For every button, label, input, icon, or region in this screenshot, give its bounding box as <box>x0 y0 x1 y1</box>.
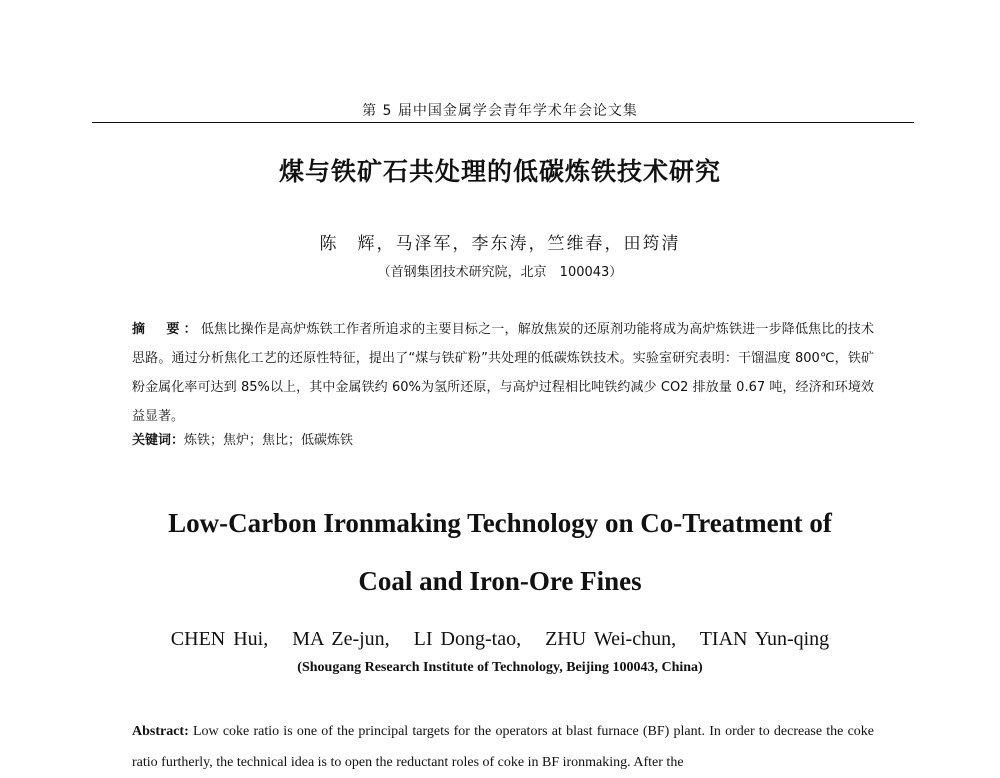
english-abstract-text: Low coke ratio is one of the principal targets for the operators at blast furnace (BF) plant. In order to decrease the coke ratio furtherly, the technical idea is to open the reductant roles of coke in BF ironmaking. After the <box>132 724 875 770</box>
english-abstract-label: Abstract: <box>132 724 189 739</box>
chinese-abstract-label: 摘 要： <box>132 322 201 337</box>
chinese-abstract <box>132 315 874 431</box>
english-title-line-1: Low-Carbon Ironmaking Technology on Co-Treatment of <box>168 508 832 538</box>
header-rule <box>92 122 914 123</box>
english-title-line-2: Coal and Iron-Ore Fines <box>358 566 642 596</box>
english-authors: CHEN Hui, MA Ze-jun, LI Dong-tao, ZHU Wei-chun, TIAN Yun-qing <box>170 628 830 650</box>
chinese-keywords <box>132 431 874 451</box>
chinese-authors: 陈 辉，马泽军，李东涛，竺维春，田筠清 <box>319 234 681 254</box>
chinese-keywords-text: 炼铁；焦炉；焦比；低碳炼铁 <box>184 433 354 448</box>
chinese-title: 煤与铁矿石共处理的低碳炼铁技术研究 <box>278 157 721 186</box>
chinese-affiliation: （首钢集团技术研究院，北京 100043） <box>377 265 623 280</box>
chinese-keywords-label: 关键词： <box>132 433 185 448</box>
chinese-abstract-text: 低焦比操作是高炉炼铁工作者所追求的主要目标之一，解放焦炭的还原剂功能将成为高炉炼铁进一步降低焦比的技术思路。通过分析焦化工艺的还原性特征，提出了“煤与铁矿粉”共处理的低碳炼铁技术。实验室研究表明：干馏温度 800℃，铁矿粉金属化率可达到 85%以上，其中金属铁约 60%为氢所还原，与高炉过程相比吨铁约减少 CO2 排放量 0.67 吨，经济和环境效益显著。 <box>132 322 874 424</box>
english-affiliation: (Shougang Research Institute of Technology, Beijing 100043, China) <box>297 660 703 675</box>
running-header: 第 5 届中国金属学会青年学术年会论文集 <box>362 103 638 119</box>
english-abstract <box>132 716 874 778</box>
english-title <box>0 494 1000 610</box>
